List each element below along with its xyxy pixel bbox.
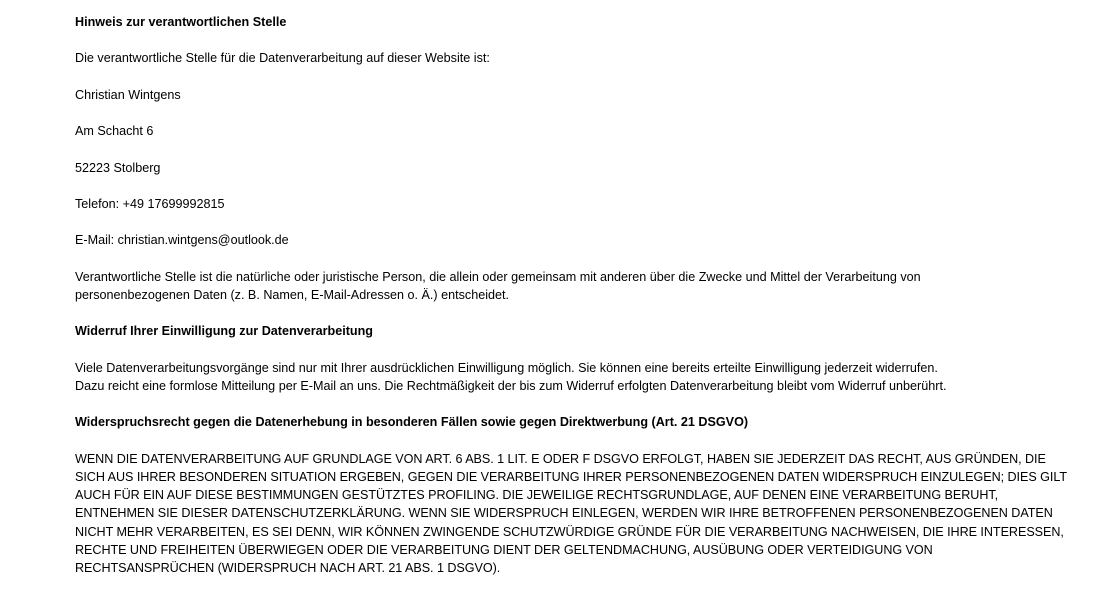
objection-line: AUCH FÜR EIN AUF DIESE BESTIMMUNGEN GESTÜTZTES PROFILING. DIE JEWEILIGE RECHTSGRUNDLAGE, AUF DENEN EINE VERARBEITUNG BERUHT, <box>75 488 999 503</box>
contact-phone: Telefon: +49 17699992815 <box>75 196 225 211</box>
objection-line: SICH AUS IHRER BESONDEREN SITUATION ERGEBEN, GEGEN DIE VERARBEITUNG IHRER PERSONENBEZOGENEN DATEN WIDERSPRUCH EINZULEGEN; DIES GILT <box>75 469 1068 484</box>
revocation-text-line-2: Dazu reicht eine formlose Mitteilung per E-Mail an uns. Die Rechtmäßigkeit der bis zum Widerruf erfolgten Datenverarbeitung bleibt vom Widerruf unberührt. <box>75 378 947 393</box>
revocation-text-line-1: Viele Datenverarbeitungsvorgänge sind nur mit Ihrer ausdrücklichen Einwilligung möglich. Sie können eine bereits erteilte Einwilligung jederzeit widerrufen. <box>75 360 938 375</box>
objection-line: NICHT MEHR VERARBEITEN, ES SEI DENN, WIR KÖNNEN ZWINGENDE SCHUTZWÜRDIGE GRÜNDE FÜR DIE VERARBEITUNG NACHWEISEN, DIE IHRE INTERESSEN, <box>75 524 1064 539</box>
responsible-definition-line-2: personenbezogenen Daten (z. B. Namen, E-Mail-Adressen o. Ä.) entscheidet. <box>75 287 510 302</box>
objection-line: RECHTE UND FREIHEITEN ÜBERWIEGEN ODER DIE VERARBEITUNG DIENT DER GELTENDMACHUNG, AUSÜBUNG ODER VERTEIDIGUNG VON <box>75 542 933 557</box>
objection-line: RECHTSANSPRÜCHEN (WIDERSPRUCH NACH ART. 21 ABS. 1 DSGVO). <box>75 560 501 575</box>
document-body <box>75 13 1075 595</box>
objection-text <box>75 450 1075 577</box>
contact-email: E-Mail: christian.wintgens@outlook.de <box>75 233 289 248</box>
heading-objection-right: Widerspruchsrecht gegen die Datenerhebung in besonderen Fällen sowie gegen Direktwerbung (Art. 21 DSGVO) <box>75 415 749 430</box>
objection-line: WENN DIE DATENVERARBEITUNG AUF GRUNDLAGE VON ART. 6 ABS. 1 LIT. E ODER F DSGVO ERFOLGT, HABEN SIE JEDERZEIT DAS RECHT, AUS GRÜNDEN, DIE <box>75 451 1046 466</box>
revocation-text <box>75 359 1075 395</box>
intro-text: Die verantwortliche Stelle für die Datenverarbeitung auf dieser Website ist: <box>75 51 490 66</box>
responsible-definition <box>75 268 1075 304</box>
contact-street: Am Schacht 6 <box>75 124 154 139</box>
objection-line: ENTNEHMEN SIE DIESER DATENSCHUTZERKLÄRUNG. WENN SIE WIDERSPRUCH EINLEGEN, WERDEN WIR IHRE BETROFFENEN PERSONENBEZOGENEN DATEN <box>75 506 1053 521</box>
responsible-definition-line-1: Verantwortliche Stelle ist die natürliche oder juristische Person, die allein oder gemeinsam mit anderen über die Zwecke und Mittel der Verarbeitung von <box>75 269 921 284</box>
heading-revocation: Widerruf Ihrer Einwilligung zur Datenverarbeitung <box>75 324 373 339</box>
heading-responsible-party: Hinweis zur verantwortlichen Stelle <box>75 15 287 29</box>
contact-name: Christian Wintgens <box>75 87 181 102</box>
contact-city: 52223 Stolberg <box>75 160 161 175</box>
